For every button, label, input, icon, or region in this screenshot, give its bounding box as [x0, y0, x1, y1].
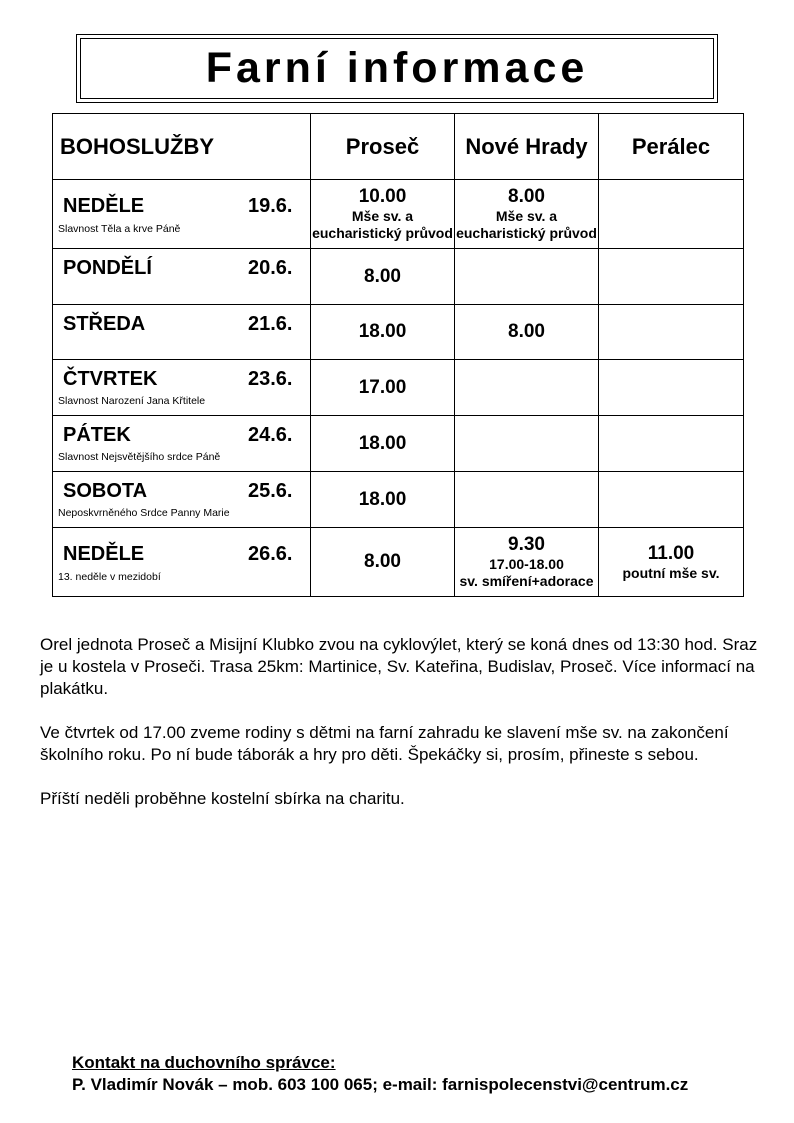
- title-inner-frame: [80, 38, 714, 99]
- mass-slot-nove-hrady: [455, 305, 599, 360]
- day-name: NEDĚLE: [63, 195, 145, 217]
- notice-collection: Příští neděli proběhne kostelní sbírka na charitu.: [40, 789, 405, 808]
- mass-slot-prosec: [311, 180, 455, 249]
- mass-slot-prosec: [311, 416, 455, 472]
- day-name: PONDĚLÍ: [63, 257, 152, 279]
- mass-description: poutní mše sv.: [622, 564, 720, 581]
- mass-time: 18.00: [358, 488, 407, 510]
- mass-slot-peralec: [599, 180, 744, 249]
- day-name: STŘEDA: [63, 313, 146, 335]
- day-feast-note: Slavnost Narození Jana Křtitele: [58, 395, 206, 407]
- table-row: [53, 249, 744, 305]
- header-services: BOHOSLUŽBY: [53, 114, 311, 180]
- day-cell: [53, 180, 311, 249]
- mass-slot-nove-hrady: [455, 360, 599, 416]
- mass-slot-nove-hrady: [455, 416, 599, 472]
- mass-slot-peralec: [599, 249, 744, 305]
- header-peralec: Perálec: [599, 114, 744, 180]
- mass-description-detail: eucharistický průvod: [456, 225, 597, 241]
- mass-slot-peralec: [599, 305, 744, 360]
- day-feast-note: Slavnost Nejsvětějšího srdce Páně: [58, 451, 221, 463]
- mass-time: 10.00: [358, 186, 407, 207]
- mass-slot-prosec: [311, 249, 455, 305]
- mass-slot-prosec: [311, 305, 455, 360]
- mass-slot-peralec: [599, 416, 744, 472]
- day-cell: [53, 472, 311, 528]
- mass-slot-peralec: [599, 360, 744, 416]
- day-name: PÁTEK: [63, 424, 131, 446]
- mass-description-detail: sv. smíření+adorace: [459, 573, 594, 589]
- day-cell: [53, 360, 311, 416]
- mass-description-detail: eucharistický průvod: [312, 225, 453, 241]
- mass-slot-prosec: [311, 472, 455, 528]
- day-name: SOBOTA: [63, 480, 148, 502]
- mass-slot-nove-hrady: [455, 528, 599, 597]
- day-name: NEDĚLE: [63, 543, 145, 565]
- mass-slot-prosec: [311, 528, 455, 597]
- day-date: 25.6.: [248, 480, 293, 502]
- mass-time: 8.00: [508, 186, 545, 207]
- mass-slot-peralec: [599, 472, 744, 528]
- mass-description: 17.00-18.00: [489, 556, 564, 572]
- table-row: [53, 416, 744, 472]
- table-row: [53, 305, 744, 360]
- page-title: Farní informace: [205, 44, 589, 92]
- mass-time: 18.00: [358, 321, 407, 342]
- day-date: 21.6.: [248, 313, 293, 335]
- mass-time: 11.00: [647, 542, 695, 564]
- header-prosec: Proseč: [311, 114, 455, 180]
- mass-description: Mše sv. a: [495, 208, 558, 224]
- mass-schedule-table: [52, 113, 744, 597]
- header-nove-hrady: Nové Hrady: [455, 114, 599, 180]
- mass-time: 8.00: [364, 265, 401, 287]
- notice-cycling-trip: Orel jednota Proseč a Misijní Klubko zvou na cyklovýlet, který se koná dnes od 13:30 hod. Sraz je u kostela v Proseči. Trasa 25km: Martinice, Sv. Kateřina, Budislav, Proseč. Více informací na plakátku.: [40, 635, 758, 698]
- day-name: ČTVRTEK: [63, 368, 158, 390]
- day-cell: [53, 249, 311, 305]
- mass-time: 9.30: [508, 534, 545, 555]
- contact-details: P. Vladimír Novák – mob. 603 100 065; e-mail: farnispolecenstvi@centrum.cz: [72, 1075, 689, 1094]
- day-date: 20.6.: [248, 257, 293, 279]
- day-date: 23.6.: [248, 368, 293, 390]
- table-row: [53, 472, 744, 528]
- mass-slot-prosec: [311, 360, 455, 416]
- contact-block: [72, 1052, 688, 1096]
- day-feast-note: 13. neděle v mezidobí: [58, 571, 161, 583]
- day-date: 19.6.: [248, 195, 293, 217]
- mass-slot-nove-hrady: [455, 249, 599, 305]
- day-cell: [53, 305, 311, 360]
- table-row: [53, 180, 744, 249]
- mass-slot-nove-hrady: [455, 180, 599, 249]
- mass-time: 17.00: [358, 376, 407, 398]
- notices: [40, 634, 760, 832]
- mass-description: Mše sv. a: [351, 208, 414, 224]
- mass-time: 18.00: [358, 432, 407, 454]
- notice-school-year-mass: Ve čtvrtek od 17.00 zveme rodiny s dětmi na farní zahradu ke slavení mše sv. na zakončení školního roku. Po ní bude táborák a hry pro děti. Špekáčky si, prosím, přineste s sebou.: [40, 723, 729, 764]
- mass-slot-nove-hrady: [455, 472, 599, 528]
- mass-time: 8.00: [364, 551, 401, 572]
- table-row: [53, 528, 744, 597]
- day-cell: [53, 416, 311, 472]
- day-cell: [53, 528, 311, 597]
- mass-slot-peralec: [599, 528, 744, 597]
- table-row: [53, 360, 744, 416]
- contact-heading: Kontakt na duchovního správce:: [72, 1053, 336, 1072]
- day-feast-note: Slavnost Těla a krve Páně: [58, 223, 181, 235]
- table-header-row: [53, 114, 744, 180]
- day-date: 26.6.: [248, 543, 293, 565]
- day-date: 24.6.: [248, 424, 293, 446]
- title-frame: [76, 34, 718, 103]
- mass-time: 8.00: [508, 321, 545, 342]
- day-feast-note: Neposkvrněného Srdce Panny Marie: [58, 507, 230, 519]
